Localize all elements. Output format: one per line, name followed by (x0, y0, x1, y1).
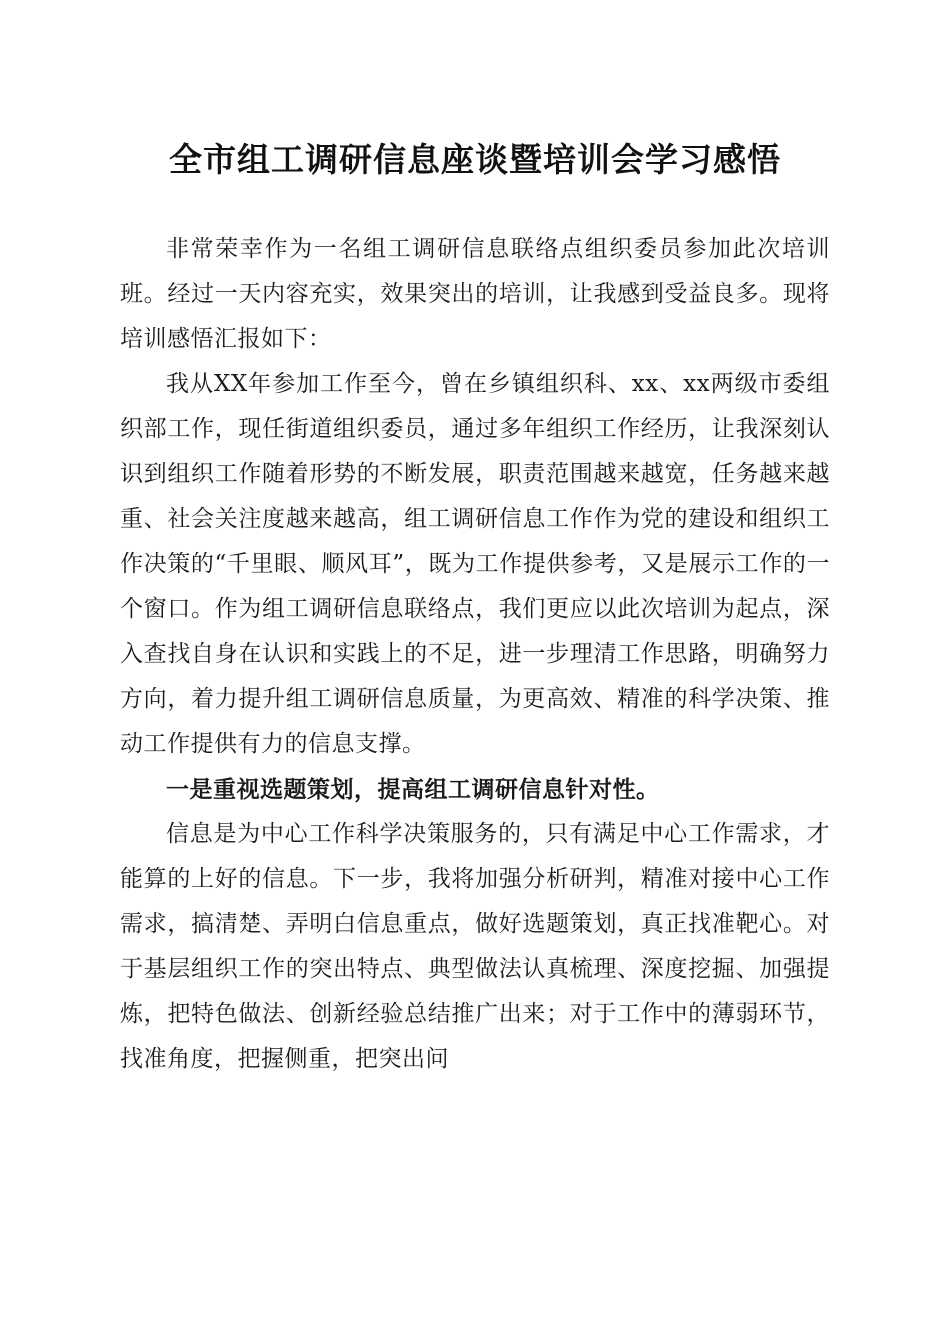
document-title: 全市组工调研信息座谈暨培训会学习感悟 (169, 140, 781, 179)
document-body (120, 227, 830, 1082)
paragraph-section-1: 信息是为中心工作科学决策服务的，只有满足中心工作需求，才能算的上好的信息。下一步，我将加强分析研判，精准对接中心工作需求，搞清楚、弄明白信息重点，做好选题策划，真正找准靶心。对于基层组织工作的突出特点、典型做法认真梳理、深度挖掘、加强提炼，把特色做法、创新经验总结推广出来；对于工作中的薄弱环节，找准角度，把握侧重，把突出问 (120, 821, 830, 1072)
paragraph-background: 我从XX年参加工作至今，曾在乡镇组织科、xx、xx两级市委组织部工作，现任街道组织委员，通过多年组织工作经历，让我深刻认识到组织工作随着形势的不断发展，职责范围越来越宽，任务越来越重、社会关注度越来越高，组工调研信息工作作为党的建设和组织工作决策的“千里眼、顺风耳”，既为工作提供参考，又是展示工作的一个窗口。作为组工调研信息联络点，我们更应以此次培训为起点，深入查找自身在认识和实践上的不足，进一步理清工作思路，明确努力方向，着力提升组工调研信息质量，为更高效、精准的科学决策、推动工作提供有力的信息支撑。 (120, 371, 830, 757)
section-heading-1: 一是重视选题策划，提高组工调研信息针对性。 (166, 776, 660, 803)
paragraph-intro: 非常荣幸作为一名组工调研信息联络点组织委员参加此次培训班。经过一天内容充实，效果突出的培训，让我感到受益良多。现将培训感悟汇报如下： (120, 236, 830, 352)
